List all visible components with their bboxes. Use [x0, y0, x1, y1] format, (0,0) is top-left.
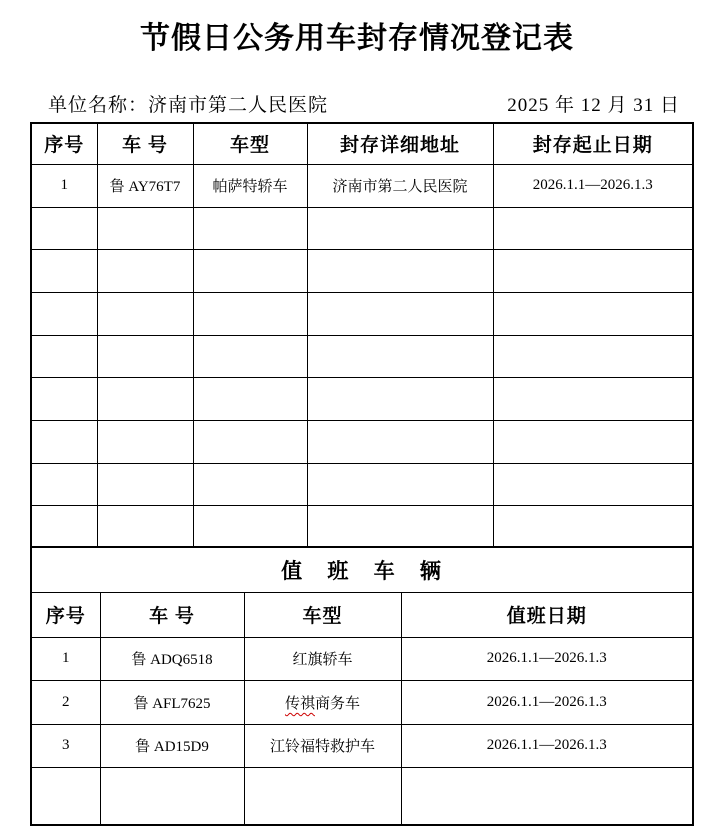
- info-row: [48, 90, 680, 117]
- unit-name-label: 单位名称：济南市第二人民医院: [48, 95, 329, 116]
- sealed-table-row: [31, 164, 693, 207]
- vehicle-type-cell: 江铃福特救护车: [244, 724, 401, 768]
- seal-address-cell: 济南市第二人民医院: [307, 164, 493, 207]
- sealed-table-header-row: [31, 123, 693, 164]
- duty-vehicles-table: [30, 546, 694, 826]
- spellcheck-underlined-text: 传祺: [284, 695, 315, 712]
- column-header-seal-dates: 封存起止日期: [493, 123, 693, 164]
- empty-table-row: [31, 378, 693, 421]
- duty-table-header-row: [31, 592, 693, 637]
- vehicle-type-cell: 红旗轿车: [244, 637, 401, 681]
- plate-number-cell: 鲁 ADQ6518: [100, 637, 244, 681]
- duty-table-row: [31, 637, 693, 681]
- sealed-vehicles-table: [30, 122, 694, 550]
- serial-cell: 3: [31, 724, 100, 768]
- report-date-label: 2025 年 12 月 31 日: [507, 95, 680, 116]
- serial-cell: 2: [31, 681, 100, 725]
- duty-table-row: [31, 724, 693, 768]
- empty-table-row: [31, 335, 693, 378]
- empty-table-row: [31, 207, 693, 250]
- vehicle-type-cell: 帕萨特轿车: [193, 164, 307, 207]
- column-header-vehicle-type: 车型: [193, 123, 307, 164]
- column-header-seal-address: 封存详细地址: [307, 123, 493, 164]
- page-title: 节假日公务用车封存情况登记表: [140, 22, 574, 55]
- duty-dates-cell: 2026.1.1—2026.1.3: [401, 637, 693, 681]
- vehicle-type-cell: [244, 681, 401, 725]
- empty-table-row: [31, 420, 693, 463]
- column-header-serial: 序号: [31, 123, 97, 164]
- empty-table-row: [31, 250, 693, 293]
- serial-cell: 1: [31, 637, 100, 681]
- serial-cell: 1: [31, 164, 97, 207]
- duty-dates-cell: 2026.1.1—2026.1.3: [401, 681, 693, 725]
- seal-dates-cell: 2026.1.1—2026.1.3: [493, 164, 693, 207]
- plate-number-cell: 鲁 AFL7625: [100, 681, 244, 725]
- column-header-duty-dates: 值班日期: [401, 592, 693, 637]
- empty-table-row: [31, 506, 693, 549]
- column-header-plate: 车 号: [97, 123, 193, 164]
- duty-section-banner-row: [31, 547, 693, 592]
- column-header-plate: 车 号: [100, 592, 244, 637]
- duty-table-row: [31, 681, 693, 725]
- empty-table-row: [31, 463, 693, 506]
- column-header-vehicle-type: 车型: [244, 592, 401, 637]
- vehicle-type-text: 商务车: [315, 695, 361, 712]
- plate-number-cell: 鲁 AY76T7: [97, 164, 193, 207]
- empty-table-row: [31, 292, 693, 335]
- column-header-serial: 序号: [31, 592, 100, 637]
- empty-table-row: [31, 768, 693, 825]
- plate-number-cell: 鲁 AD15D9: [100, 724, 244, 768]
- duty-dates-cell: 2026.1.1—2026.1.3: [401, 724, 693, 768]
- duty-section-banner: 值 班 车 辆: [31, 547, 693, 592]
